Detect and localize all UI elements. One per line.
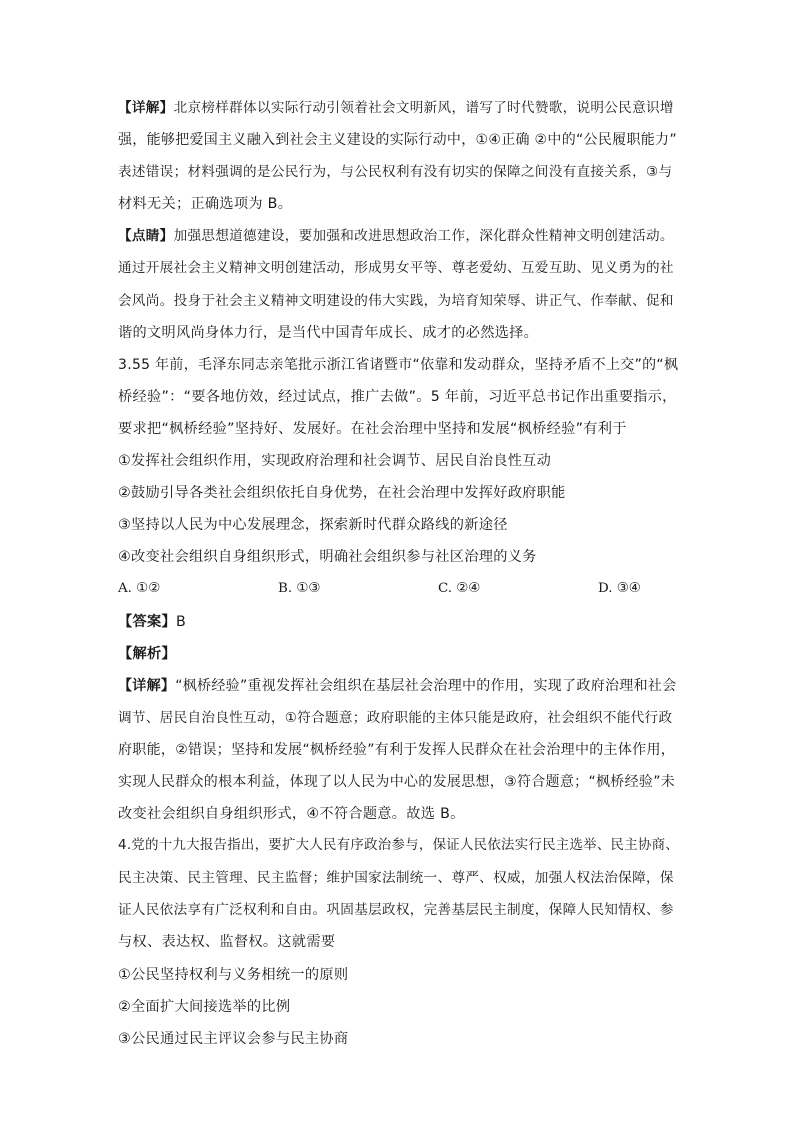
- q2-note-line-3: 会风尚。投身于社会主义精神文明建设的伟大实践，为培育知荣辱、讲正气、作奉献、促和: [118, 292, 674, 309]
- document-page: [118, 92, 678, 1055]
- q3-answer: [118, 606, 678, 638]
- q4-stem-line-2: 民主决策、民主管理、民主监督；维护国家法制统一、尊严、权威，加强人权法治保障，保: [118, 870, 674, 887]
- q3-statement-4: ④改变社会组织自身组织形式，明确社会组织参与社区治理的义务: [118, 549, 537, 566]
- q2-detail-line-1: 【详解】北京榜样群体以实际行动引领着社会文明新风，谱写了时代赞歌，说明公民意识增: [118, 100, 674, 116]
- choice-d: D. ③④: [598, 581, 641, 597]
- q3-stem-line-2: 桥经验”：“要各地仿效，经过试点，推广去做”。5 年前，习近平总书记作出重要指示，: [118, 388, 677, 405]
- q3-detail-line-3: 府职能，②错误；坚持和发展“枫桥经验”有利于发挥人民群众在社会治理中的主体作用，: [118, 741, 676, 758]
- q3-detail-line-2: 调节、居民自治良性互动，①符合题意；政府职能的主体只能是政府，社会组织不能代行政: [118, 709, 673, 726]
- q4-statement-1: ①公民坚持权利与义务相统一的原则: [118, 966, 349, 983]
- choice-c: C. ②④: [438, 581, 481, 597]
- q4-statement-3: ③公民通过民主评议会参与民主协商: [118, 1030, 349, 1047]
- q3-choices: [118, 573, 678, 605]
- q4-stem-line-3: 证人民依法享有广泛权利和自由。巩固基层政权，完善基层民主制度，保障人民知情权、参: [118, 902, 674, 919]
- q3-statement-1: ①发挥社会组织作用，实现政府治理和社会调节、居民自治良性互动: [118, 453, 552, 470]
- q2-detail-line-3: 表述错误；材料强调的是公民行为，与公民权利有没有切实的保障之间没有直接关系，③与: [118, 164, 673, 181]
- q3-detail-line-5: 改变社会组织自身组织形式，④不符合题意。故选 B。: [118, 806, 465, 823]
- q2-detail-line-2: 强，能够把爱国主义融入到社会主义建设的实际行动中，①④正确 ②中的“公民履职能力”: [118, 132, 677, 149]
- q4-stem-line-1: 4.党的十九大报告指出，要扩大人民有序政治参与，保证人民依法实行民主选举、民主协商、: [118, 838, 679, 854]
- q2-note-line-4: 谐的文明风尚身体力行，是当代中国青年成长、成才的必然选择。: [118, 324, 539, 341]
- q3-stem-line-1: 3.55 年前，毛泽东同志亲笔批示浙江省诸暨市“依靠和发动群众，坚持矛盾不上交”的“枫: [118, 356, 679, 373]
- q3-statement-2: ②鼓励引导各类社会组织依托自身优势，在社会治理中发挥好政府职能: [118, 485, 566, 502]
- q2-note-line-2: 通过开展社会主义精神文明创建活动，形成男女平等、尊老爱幼、互爱互助、见义勇为的社: [118, 260, 674, 277]
- q3-statement-3: ③坚持以人民为中心发展理念，探索新时代群众路线的新途径: [118, 517, 508, 534]
- note-tag: 【点睛】: [118, 228, 174, 245]
- q4-statement-2: ②全面扩大间接选举的比例: [118, 998, 291, 1015]
- choice-b: B. ①③: [278, 581, 321, 597]
- q3-stem-line-3: 要求把“枫桥经验”坚持好、发展好。在社会治理中坚持和发展“枫桥经验”有利于: [118, 420, 627, 437]
- q2-note-line-1: 【点睛】加强思想道德建设，要加强和改进思想政治工作，深化群众性精神文明创建活动。: [118, 228, 674, 245]
- q3-detail-line-1: 【详解】“枫桥经验”重视发挥社会组织在基层社会治理中的作用，实现了政府治理和社会: [118, 677, 677, 694]
- answer-tag: 【答案】: [118, 613, 176, 630]
- choice-a: A. ①②: [118, 581, 161, 597]
- detail-tag: 【详解】: [118, 100, 174, 116]
- q4-stem-line-4: 与权、表达权、监督权。这就需要: [118, 934, 336, 951]
- q2-detail-line-4: 材料无关；正确选项为 B。: [118, 196, 293, 213]
- detail-tag: 【详解】: [118, 677, 176, 694]
- q3-analysis-tag: 【解析】: [118, 645, 176, 662]
- answer-value: B: [175, 613, 186, 630]
- q3-detail-line-4: 实现人民群众的根本利益，体现了以人民为中心的发展思想，③符合题意；“枫桥经验”未: [118, 773, 676, 790]
